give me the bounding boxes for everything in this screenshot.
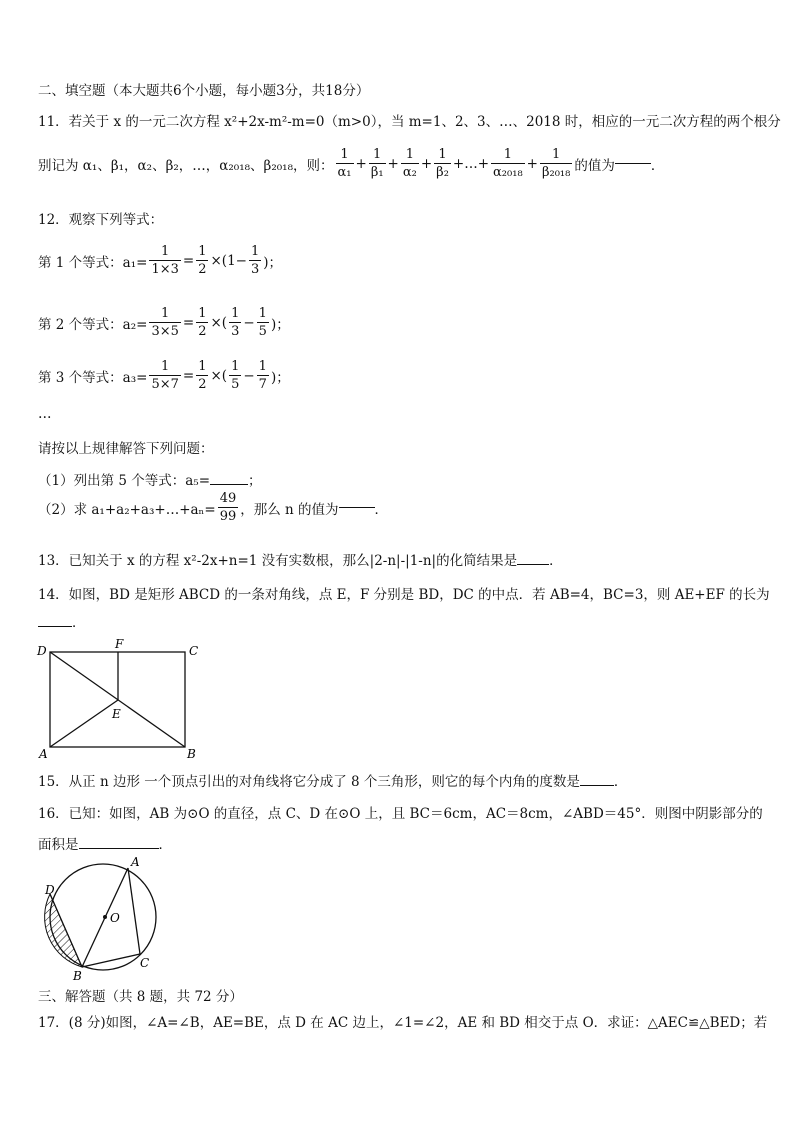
q12-eq2-label: 第 2 个等式：a₂= — [38, 316, 148, 333]
equals: = — [182, 252, 195, 269]
q11-plus: + — [387, 155, 399, 172]
q11-period: ． — [650, 157, 665, 174]
q11-prefix: 别记为 α₁、β₁，α₂、β₂，…，α₂₀₁₈、β₂₀₁₈，则： — [38, 157, 334, 174]
label-e: E — [112, 707, 121, 721]
q11-frac-3: $\frac{1}{\text{α₂}}$ — [402, 147, 417, 180]
q12-part1 — [38, 469, 262, 489]
q11-line1: 11．若关于 x 的一元二次方程 x²+2x-m²-m=0（m>0），当 m=1、2、3、…、2018 时，相应的一元二次方程的两个根分 — [38, 114, 781, 130]
q12-period: ． — [374, 501, 389, 518]
q12-part2-frac: $\frac{49}{99}$ — [219, 491, 237, 524]
q16-blank[interactable] — [79, 848, 159, 849]
q15-text: 15．从正 n 边形 一个顶点引出的对角线将它分成了 8 个三角形，则它的每个内角的度数是 — [38, 774, 580, 790]
q12-eq3-frac: $\frac{1}{5\times 7}$ — [151, 359, 179, 392]
q15-period: ． — [613, 774, 628, 790]
q11-plus: + — [420, 155, 433, 172]
equals: = — [182, 314, 195, 331]
label-a: A — [39, 747, 48, 761]
q11-suffix: 的值为 — [574, 157, 615, 174]
q12-part1-blank[interactable] — [210, 484, 248, 485]
q11-frac-6: $\frac{1}{\text{β₂₀₁₈}}$ — [541, 147, 571, 180]
q12-part2-suffix: ，那么 n 的值为 — [240, 501, 339, 518]
q11-dots: +…+ — [452, 155, 490, 172]
q13-text: 13．已知关于 x 的方程 x²-2x+n=1 没有实数根，那么|2-n|-|1-n|的化简结果是 — [38, 553, 518, 569]
q14-figure — [30, 638, 210, 762]
chord-ac — [128, 868, 140, 954]
q12-eq2-frac3: $\frac{1}{5}$ — [258, 306, 267, 339]
q12-eq2-frac: $\frac{1}{3\times 5}$ — [151, 306, 179, 339]
q12-part1-end: ； — [248, 473, 262, 489]
q12-part1-text: （1）列出第 5 个等式：a₅= — [38, 473, 211, 489]
q12-instruction: 请按以上规律解答下列问题： — [38, 441, 214, 457]
q15-blank[interactable] — [580, 785, 614, 786]
label-b: B — [187, 747, 196, 761]
section-heading-fill-in: 二、填空题（本大题共6个小题，每小题3分，共18分） — [38, 83, 370, 99]
q14-text: 14．如图，BD 是矩形 ABCD 的一条对角线，点 E，F 分别是 BD，DC 的中点．若 AB=4，BC=3，则 AE+EF 的长为 — [38, 587, 770, 603]
q11-frac-2: $\frac{1}{\text{β₁}}$ — [370, 147, 384, 180]
equals: = — [182, 367, 195, 384]
q12-part2 — [38, 492, 388, 523]
q16-figure — [32, 856, 172, 986]
q13 — [38, 549, 563, 569]
q13-blank[interactable] — [517, 564, 549, 565]
q11-plus: + — [526, 155, 538, 172]
label-a: A — [131, 856, 140, 869]
q11-line2 — [38, 148, 664, 179]
q16-line2 — [38, 833, 172, 853]
q12-eq2-frac2: $\frac{1}{3}$ — [231, 306, 240, 339]
q14-line2 — [38, 611, 86, 631]
q15 — [38, 770, 627, 790]
q12-half: $\frac{1}{2}$ — [198, 359, 207, 392]
section-heading-solutions: 三、解答题（共 8 题，共 72 分） — [38, 989, 243, 1005]
q14-blank[interactable] — [38, 626, 72, 627]
label-d: D — [37, 644, 47, 658]
center-o — [103, 915, 107, 919]
shaded-segment — [45, 894, 82, 967]
q12-half: $\frac{1}{2}$ — [198, 244, 207, 277]
q12-part2-prefix: （2）求 a₁+a₂+a₃+…+aₙ= — [38, 501, 216, 518]
q12-close: )； — [270, 316, 290, 333]
chord-bc — [82, 954, 140, 967]
q12-intro: 12．观察下列等式： — [38, 212, 164, 228]
q12-eq3-frac3: $\frac{1}{7}$ — [258, 359, 267, 392]
q12-eq1-frac: $\frac{1}{1\times 3}$ — [151, 244, 179, 277]
q12-eq3 — [38, 360, 290, 391]
q12-times: ×( — [210, 314, 228, 331]
q12-close: )； — [270, 369, 290, 386]
q12-eq1-tail: ×(1− — [210, 252, 247, 269]
q12-eq1-frac2: $\frac{1}{3}$ — [250, 244, 260, 277]
q12-times: ×( — [210, 367, 228, 384]
label-c: C — [189, 644, 199, 658]
q12-close: )； — [263, 254, 283, 271]
q16-period: ． — [158, 837, 172, 853]
segment-ae — [50, 700, 118, 747]
label-d: D — [45, 883, 55, 897]
q11-frac-5: $\frac{1}{\text{α₂₀₁₈}}$ — [493, 147, 523, 180]
q11-answer-blank[interactable] — [615, 163, 651, 164]
q12-eq3-label: 第 3 个等式：a₃= — [38, 369, 148, 386]
q16-line2-text: 面积是 — [38, 837, 79, 853]
q11-frac-1: $\frac{1}{\text{α₁}}$ — [337, 147, 352, 180]
q12-eq3-frac2: $\frac{1}{5}$ — [231, 359, 240, 392]
q12-part2-blank[interactable] — [339, 507, 375, 508]
q11-plus: + — [355, 155, 367, 172]
label-c: C — [140, 956, 150, 970]
q12-eq1-label: 第 1 个等式：a₁= — [38, 254, 148, 271]
q12-half: $\frac{1}{2}$ — [198, 306, 207, 339]
label-o: O — [110, 911, 120, 925]
label-b: B — [73, 969, 82, 983]
label-f: F — [115, 638, 124, 651]
minus: − — [243, 314, 255, 331]
q17-text: 17．(8 分)如图，∠A=∠B，AE=BE，点 D 在 AC 边上，∠1=∠2，AE 和 BD 相交于点 O．求证：△AEC≌△BED；若 — [38, 1015, 768, 1031]
q13-period: ． — [549, 553, 563, 569]
q12-ellipsis: … — [38, 406, 52, 422]
q11-frac-4: $\frac{1}{\text{β₂}}$ — [436, 147, 449, 180]
minus: − — [243, 367, 255, 384]
q12-eq2 — [38, 307, 290, 338]
q12-eq1 — [38, 245, 282, 276]
q14-period: ． — [72, 615, 86, 631]
q16-line1: 16．已知：如图，AB 为⊙O 的直径，点 C、D 在⊙O 上，且 BC＝6cm，AC＝8cm，∠ABD＝45°．则图中阴影部分的 — [38, 806, 763, 822]
